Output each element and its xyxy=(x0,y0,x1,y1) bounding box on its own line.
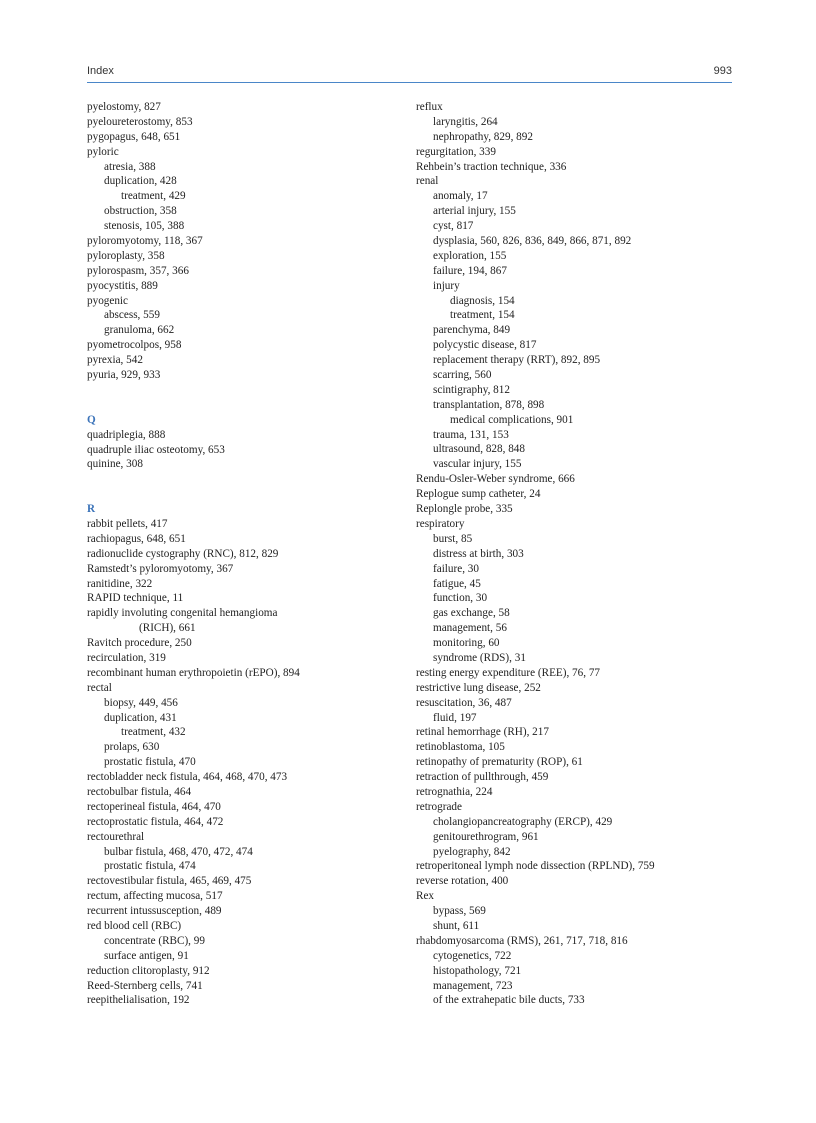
index-subentry: shunt, 611 xyxy=(433,919,480,932)
index-entry: quadriplegia, 888 xyxy=(87,428,166,441)
index-entry: rhabdomyosarcoma (RMS), 261, 717, 718, 816 xyxy=(416,934,628,947)
index-entry: renal xyxy=(416,175,439,188)
index-column-left xyxy=(87,100,387,1008)
index-subentry: burst, 85 xyxy=(433,532,473,545)
index-subsubentry: treatment, 429 xyxy=(121,190,186,203)
index-entry: rectoprostatic fistula, 464, 472 xyxy=(87,815,224,828)
index-entry: pyuria, 929, 933 xyxy=(87,369,161,382)
running-header xyxy=(87,65,732,81)
index-subentry: exploration, 155 xyxy=(433,249,507,262)
index-subentry: of the extrahepatic bile ducts, 733 xyxy=(433,994,585,1007)
index-subentry: histopathology, 721 xyxy=(433,964,522,977)
index-subentry: fluid, 197 xyxy=(433,711,477,724)
index-subentry: gas exchange, 58 xyxy=(433,607,510,620)
index-subentry: function, 30 xyxy=(433,592,488,605)
index-entry: Rehbein’s traction technique, 336 xyxy=(416,160,567,173)
index-entry: radionuclide cystography (RNC), 812, 829 xyxy=(87,547,279,560)
index-subsubentry: diagnosis, 154 xyxy=(450,294,515,307)
index-entry: reepithelialisation, 192 xyxy=(87,994,190,1007)
index-entry: reverse rotation, 400 xyxy=(416,875,509,888)
index-subentry: scintigraphy, 812 xyxy=(433,383,510,396)
index-entry: rectoperineal fistula, 464, 470 xyxy=(87,800,221,813)
index-subsubentry: treatment, 154 xyxy=(450,309,515,322)
index-entry: retinal hemorrhage (RH), 217 xyxy=(416,726,549,739)
index-subentry: duplication, 428 xyxy=(104,175,177,188)
index-entry: recurrent intussusception, 489 xyxy=(87,905,222,918)
index-entry: pygopagus, 648, 651 xyxy=(87,130,181,143)
section-letter-q: Q xyxy=(87,413,96,426)
index-subentry: fatigue, 45 xyxy=(433,577,481,590)
index-entry: Reed-Sternberg cells, 741 xyxy=(87,979,203,992)
index-entry: recombinant human erythropoietin (rEPO), 894 xyxy=(87,666,300,679)
index-entry: rectourethral xyxy=(87,830,145,843)
section-letter-r: R xyxy=(87,503,96,516)
index-entry: ranitidine, 322 xyxy=(87,577,153,590)
index-entry: retrognathia, 224 xyxy=(416,785,493,798)
index-entry: rabbit pellets, 417 xyxy=(87,517,168,530)
index-entry: retinopathy of prematurity (ROP), 61 xyxy=(416,756,583,769)
index-entry: Rex xyxy=(416,890,435,903)
index-subentry: cholangiopancreatography (ERCP), 429 xyxy=(433,815,613,828)
index-subentry: syndrome (RDS), 31 xyxy=(433,651,526,664)
index-entry: pylorospasm, 357, 366 xyxy=(87,264,189,277)
index-subentry: transplantation, 878, 898 xyxy=(433,398,545,411)
index-subentry: management, 723 xyxy=(433,979,513,992)
index-entry: pyloroplasty, 358 xyxy=(87,249,165,262)
index-subentry: trauma, 131, 153 xyxy=(433,428,509,441)
index-subentry: dysplasia, 560, 826, 836, 849, 866, 871, 892 xyxy=(433,235,632,248)
index-subentry: cytogenetics, 722 xyxy=(433,949,512,962)
index-subsubentry: medical complications, 901 xyxy=(450,413,574,426)
index-entry: retinoblastoma, 105 xyxy=(416,741,505,754)
index-subentry: monitoring, 60 xyxy=(433,637,500,650)
index-entry: rectobulbar fistula, 464 xyxy=(87,786,192,798)
section-gap xyxy=(87,383,387,413)
index-entry: pyloric xyxy=(87,145,119,158)
index-subentry: polycystic disease, 817 xyxy=(433,339,537,352)
index-subentry: failure, 194, 867 xyxy=(433,264,507,277)
index-subentry: scarring, 560 xyxy=(433,369,492,382)
index-entry: quinine, 308 xyxy=(87,458,143,471)
index-entry: pyometrocolpos, 958 xyxy=(87,339,182,352)
index-subentry: genitourethrogram, 961 xyxy=(433,830,539,843)
index-subentry: management, 56 xyxy=(433,622,507,635)
index-entry: rectal xyxy=(87,681,112,694)
index-column-right xyxy=(416,100,732,1008)
index-entry: respiratory xyxy=(416,517,465,530)
index-entry: Ravitch procedure, 250 xyxy=(87,637,192,650)
index-entry: restrictive lung disease, 252 xyxy=(416,681,541,694)
index-subentry: prolaps, 630 xyxy=(104,741,160,754)
index-subentry: biopsy, 449, 456 xyxy=(104,696,178,709)
index-entry: Ramstedt’s pyloromyotomy, 367 xyxy=(87,562,234,575)
index-entry: pyelostomy, 827 xyxy=(87,101,161,113)
index-subentry: bulbar fistula, 468, 470, 472, 474 xyxy=(104,845,253,858)
index-entry: pyocystitis, 889 xyxy=(87,279,158,292)
index-entry: pyloromyotomy, 118, 367 xyxy=(87,235,203,248)
index-entry: reflux xyxy=(416,101,443,113)
index-entry: Rendu-Osler-Weber syndrome, 666 xyxy=(416,473,575,486)
page-number: 993 xyxy=(713,65,732,77)
index-entry: rectobladder neck fistula, 464, 468, 470, 473 xyxy=(87,771,288,784)
index-subentry: granuloma, 662 xyxy=(104,324,175,337)
index-subentry: laryngitis, 264 xyxy=(433,115,498,128)
index-subentry: replacement therapy (RRT), 892, 895 xyxy=(433,354,601,367)
index-subentry: injury xyxy=(433,279,460,292)
index-entry: retraction of pullthrough, 459 xyxy=(416,771,549,784)
index-subentry: anomaly, 17 xyxy=(433,190,488,203)
index-subentry: bypass, 569 xyxy=(433,905,486,918)
index-subentry: failure, 30 xyxy=(433,562,479,575)
index-entry: pyrexia, 542 xyxy=(87,354,143,367)
index-subentry: parenchyma, 849 xyxy=(433,324,511,337)
index-entry: reduction clitoroplasty, 912 xyxy=(87,964,210,977)
index-subentry: prostatic fistula, 474 xyxy=(104,860,196,873)
index-subentry: vascular injury, 155 xyxy=(433,458,522,471)
index-entry-continuation: (RICH), 661 xyxy=(139,622,196,635)
header-title: Index xyxy=(87,65,114,77)
index-entry: rectum, affecting mucosa, 517 xyxy=(87,890,223,903)
index-entry: pyeloureterostomy, 853 xyxy=(87,115,193,128)
index-entry: retroperitoneal lymph node dissection (RPLND), 759 xyxy=(416,860,655,873)
index-subentry: pyelography, 842 xyxy=(433,845,511,858)
index-entry: resting energy expenditure (REE), 76, 77 xyxy=(416,666,601,679)
index-subentry: surface antigen, 91 xyxy=(104,949,189,962)
index-subentry: obstruction, 358 xyxy=(104,205,177,218)
index-entry: rapidly involuting congenital hemangioma xyxy=(87,607,278,620)
index-entry: rachiopagus, 648, 651 xyxy=(87,532,186,545)
index-subentry: prostatic fistula, 470 xyxy=(104,756,196,769)
section-gap xyxy=(87,472,387,502)
index-subentry: arterial injury, 155 xyxy=(433,205,516,218)
index-subentry: concentrate (RBC), 99 xyxy=(104,934,205,947)
index-entry: Replogue sump catheter, 24 xyxy=(416,488,541,501)
index-subentry: duplication, 431 xyxy=(104,711,177,724)
index-entry: pyogenic xyxy=(87,294,129,307)
index-entry: RAPID technique, 11 xyxy=(87,592,184,605)
index-subentry: atresia, 388 xyxy=(104,160,156,173)
index-subentry: nephropathy, 829, 892 xyxy=(433,130,533,143)
index-entry: red blood cell (RBC) xyxy=(87,920,182,933)
index-entry: recirculation, 319 xyxy=(87,651,166,664)
index-subentry: stenosis, 105, 388 xyxy=(104,220,185,233)
index-entry: retrograde xyxy=(416,800,462,813)
header-rule xyxy=(87,82,732,83)
index-entry: regurgitation, 339 xyxy=(416,145,496,158)
index-subentry: abscess, 559 xyxy=(104,309,160,322)
index-entry: Replongle probe, 335 xyxy=(416,503,513,516)
index-subentry: ultrasound, 828, 848 xyxy=(433,443,525,456)
index-subentry: distress at birth, 303 xyxy=(433,547,524,560)
index-entry: rectovestibular fistula, 465, 469, 475 xyxy=(87,875,252,888)
index-entry: resuscitation, 36, 487 xyxy=(416,696,512,709)
index-subsubentry: treatment, 432 xyxy=(121,726,186,739)
index-subentry: cyst, 817 xyxy=(433,220,474,233)
index-entry: quadruple iliac osteotomy, 653 xyxy=(87,443,225,456)
